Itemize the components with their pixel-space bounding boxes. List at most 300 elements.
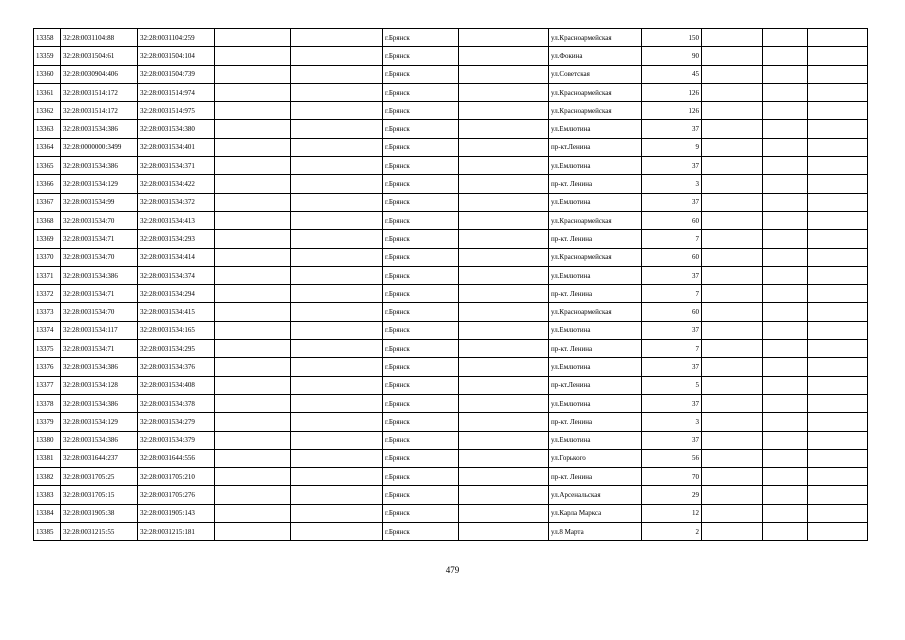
cell-empty — [215, 248, 291, 266]
cell-number: 13369 — [34, 230, 61, 248]
cell-empty — [291, 248, 383, 266]
cell-empty — [702, 102, 763, 120]
cell-number: 13362 — [34, 102, 61, 120]
cell-object-cadastral-number: 32:28:0031644:556 — [138, 449, 215, 467]
cell-value: 60 — [642, 303, 702, 321]
cell-cadastral-number: 32:28:0031215:55 — [61, 523, 138, 541]
cell-empty — [808, 230, 868, 248]
cell-empty — [291, 120, 383, 138]
cell-object-cadastral-number: 32:28:0031534:372 — [138, 193, 215, 211]
cell-empty — [702, 285, 763, 303]
cell-city: г.Брянск — [383, 303, 459, 321]
cell-value: 7 — [642, 340, 702, 358]
table-row — [34, 340, 868, 358]
cell-empty — [702, 120, 763, 138]
cell-empty — [215, 358, 291, 376]
cell-number: 13370 — [34, 248, 61, 266]
cell-empty — [763, 102, 808, 120]
cell-empty — [808, 449, 868, 467]
cell-object-cadastral-number: 32:28:0031504:104 — [138, 47, 215, 65]
table-row — [34, 211, 868, 229]
cell-empty — [808, 468, 868, 486]
cell-city: г.Брянск — [383, 266, 459, 284]
table-row — [34, 157, 868, 175]
cell-cadastral-number: 32:28:0031705:25 — [61, 468, 138, 486]
table-row — [34, 431, 868, 449]
cell-empty — [702, 431, 763, 449]
table-row — [34, 358, 868, 376]
cell-empty — [215, 303, 291, 321]
table-row — [34, 285, 868, 303]
table-row — [34, 175, 868, 193]
cell-empty — [215, 120, 291, 138]
cell-empty — [702, 29, 763, 47]
cell-object-cadastral-number: 32:28:0031905:143 — [138, 504, 215, 522]
cell-cadastral-number: 32:28:0031534:117 — [61, 321, 138, 339]
cell-empty — [763, 120, 808, 138]
cell-empty — [702, 47, 763, 65]
cell-value: 60 — [642, 248, 702, 266]
cell-number: 13366 — [34, 175, 61, 193]
cell-empty — [763, 285, 808, 303]
cell-city: г.Брянск — [383, 449, 459, 467]
cell-city: г.Брянск — [383, 248, 459, 266]
cell-cadastral-number: 32:28:0000000:3499 — [61, 138, 138, 156]
cell-street: пр-кт. Ленина — [549, 413, 642, 431]
cell-street: пр-кт. Ленина — [549, 285, 642, 303]
cell-empty — [702, 504, 763, 522]
cell-object-cadastral-number: 32:28:0031534:371 — [138, 157, 215, 175]
cell-empty — [808, 211, 868, 229]
cell-number: 13377 — [34, 376, 61, 394]
cell-value: 3 — [642, 413, 702, 431]
cell-empty — [763, 340, 808, 358]
cell-empty — [291, 285, 383, 303]
cell-cadastral-number: 32:28:0031534:71 — [61, 230, 138, 248]
cell-value: 12 — [642, 504, 702, 522]
table-row — [34, 65, 868, 83]
cell-value: 37 — [642, 358, 702, 376]
cell-city: г.Брянск — [383, 175, 459, 193]
cell-value: 7 — [642, 285, 702, 303]
cell-empty — [291, 431, 383, 449]
cell-object-cadastral-number: 32:28:0031534:401 — [138, 138, 215, 156]
cell-empty — [702, 449, 763, 467]
cell-empty — [763, 65, 808, 83]
cell-city: г.Брянск — [383, 321, 459, 339]
cell-empty — [291, 303, 383, 321]
cell-empty — [763, 175, 808, 193]
cell-empty — [291, 230, 383, 248]
cell-empty — [702, 266, 763, 284]
cell-empty — [215, 47, 291, 65]
cell-cadastral-number: 32:28:0031104:88 — [61, 29, 138, 47]
cell-empty — [291, 65, 383, 83]
cell-empty — [459, 358, 549, 376]
cell-value: 90 — [642, 47, 702, 65]
cell-empty — [763, 266, 808, 284]
cell-empty — [702, 65, 763, 83]
cell-empty — [763, 248, 808, 266]
cell-value: 70 — [642, 468, 702, 486]
cell-empty — [763, 358, 808, 376]
cell-city: г.Брянск — [383, 157, 459, 175]
cell-empty — [763, 449, 808, 467]
cell-value: 37 — [642, 120, 702, 138]
cell-street: ул.Емлютина — [549, 266, 642, 284]
cell-empty — [459, 157, 549, 175]
cell-empty — [215, 83, 291, 101]
cell-empty — [459, 193, 549, 211]
cell-city: г.Брянск — [383, 230, 459, 248]
cell-empty — [763, 138, 808, 156]
cell-street: ул.Емлютина — [549, 394, 642, 412]
cell-empty — [808, 413, 868, 431]
cell-empty — [702, 413, 763, 431]
table-row — [34, 120, 868, 138]
cell-street: ул.8 Марта — [549, 523, 642, 541]
cell-empty — [215, 138, 291, 156]
table-row — [34, 413, 868, 431]
cell-empty — [215, 340, 291, 358]
cell-object-cadastral-number: 32:28:0031504:739 — [138, 65, 215, 83]
cell-value: 126 — [642, 83, 702, 101]
cell-number: 13358 — [34, 29, 61, 47]
cell-object-cadastral-number: 32:28:0031534:378 — [138, 394, 215, 412]
cell-empty — [459, 65, 549, 83]
cell-empty — [459, 523, 549, 541]
cell-empty — [459, 468, 549, 486]
cell-object-cadastral-number: 32:28:0031534:294 — [138, 285, 215, 303]
cell-cadastral-number: 32:28:0030904:406 — [61, 65, 138, 83]
cell-empty — [291, 29, 383, 47]
cell-street: пр-кт. Ленина — [549, 230, 642, 248]
cell-empty — [763, 321, 808, 339]
cell-empty — [808, 65, 868, 83]
cell-street: ул.Советская — [549, 65, 642, 83]
cell-empty — [702, 230, 763, 248]
cell-number: 13375 — [34, 340, 61, 358]
table-row — [34, 376, 868, 394]
cell-city: г.Брянск — [383, 523, 459, 541]
cell-empty — [808, 504, 868, 522]
table-row — [34, 394, 868, 412]
cell-cadastral-number: 32:28:0031534:129 — [61, 413, 138, 431]
cell-empty — [808, 248, 868, 266]
cell-object-cadastral-number: 32:28:0031534:279 — [138, 413, 215, 431]
cell-number: 13368 — [34, 211, 61, 229]
cell-empty — [459, 376, 549, 394]
cell-street: пр-кт. Ленина — [549, 468, 642, 486]
cell-number: 13367 — [34, 193, 61, 211]
cell-cadastral-number: 32:28:0031534:129 — [61, 175, 138, 193]
cell-empty — [702, 193, 763, 211]
cell-street: ул.Емлютина — [549, 120, 642, 138]
table-row — [34, 504, 868, 522]
cell-empty — [808, 431, 868, 449]
cell-empty — [291, 358, 383, 376]
cell-cadastral-number: 32:28:0031534:386 — [61, 157, 138, 175]
cell-empty — [763, 413, 808, 431]
table-row — [34, 47, 868, 65]
cell-empty — [808, 285, 868, 303]
cell-street: ул.Красноармейская — [549, 248, 642, 266]
cell-empty — [808, 157, 868, 175]
cell-empty — [215, 376, 291, 394]
cell-empty — [291, 193, 383, 211]
cell-number: 13382 — [34, 468, 61, 486]
table-row — [34, 321, 868, 339]
cell-empty — [702, 138, 763, 156]
cell-object-cadastral-number: 32:28:0031534:422 — [138, 175, 215, 193]
cell-empty — [808, 102, 868, 120]
cell-street: ул.Емлютина — [549, 321, 642, 339]
cell-empty — [459, 120, 549, 138]
cell-value: 5 — [642, 376, 702, 394]
cell-object-cadastral-number: 32:28:0031534:414 — [138, 248, 215, 266]
cell-object-cadastral-number: 32:28:0031705:276 — [138, 486, 215, 504]
cell-cadastral-number: 32:28:0031705:15 — [61, 486, 138, 504]
cell-empty — [459, 449, 549, 467]
cell-city: г.Брянск — [383, 358, 459, 376]
cell-empty — [215, 211, 291, 229]
cell-empty — [459, 230, 549, 248]
cell-street: пр-кт. Ленина — [549, 175, 642, 193]
cell-cadastral-number: 32:28:0031905:38 — [61, 504, 138, 522]
cell-number: 13380 — [34, 431, 61, 449]
cell-empty — [215, 431, 291, 449]
cell-empty — [459, 266, 549, 284]
cell-empty — [702, 83, 763, 101]
cell-object-cadastral-number: 32:28:0031215:181 — [138, 523, 215, 541]
cell-empty — [215, 102, 291, 120]
cell-empty — [808, 394, 868, 412]
cell-street: пр-кт.Ленина — [549, 138, 642, 156]
cell-cadastral-number: 32:28:0031514:172 — [61, 102, 138, 120]
cell-street: ул.Горького — [549, 449, 642, 467]
table-row — [34, 29, 868, 47]
cell-empty — [763, 211, 808, 229]
cell-empty — [459, 175, 549, 193]
cell-empty — [291, 175, 383, 193]
cell-street: ул.Красноармейская — [549, 83, 642, 101]
cell-empty — [291, 266, 383, 284]
cell-empty — [702, 486, 763, 504]
cell-empty — [291, 340, 383, 358]
cell-cadastral-number: 32:28:0031534:70 — [61, 248, 138, 266]
cell-empty — [808, 321, 868, 339]
cell-empty — [459, 394, 549, 412]
cell-number: 13360 — [34, 65, 61, 83]
cell-empty — [808, 138, 868, 156]
cell-value: 37 — [642, 193, 702, 211]
cell-city: г.Брянск — [383, 193, 459, 211]
cell-empty — [459, 83, 549, 101]
cell-empty — [808, 266, 868, 284]
cell-city: г.Брянск — [383, 120, 459, 138]
cell-empty — [215, 29, 291, 47]
table-row — [34, 102, 868, 120]
cell-value: 150 — [642, 29, 702, 47]
cell-city: г.Брянск — [383, 102, 459, 120]
cell-empty — [291, 211, 383, 229]
cell-empty — [291, 449, 383, 467]
cell-object-cadastral-number: 32:28:0031534:376 — [138, 358, 215, 376]
cell-value: 60 — [642, 211, 702, 229]
cell-number: 13373 — [34, 303, 61, 321]
cell-cadastral-number: 32:28:0031534:128 — [61, 376, 138, 394]
cell-empty — [215, 157, 291, 175]
cell-value: 3 — [642, 175, 702, 193]
cell-empty — [808, 486, 868, 504]
cell-number: 13374 — [34, 321, 61, 339]
cell-empty — [459, 340, 549, 358]
cell-cadastral-number: 32:28:0031534:71 — [61, 285, 138, 303]
table-row — [34, 468, 868, 486]
cell-empty — [702, 303, 763, 321]
cell-empty — [215, 486, 291, 504]
cell-value: 2 — [642, 523, 702, 541]
cell-number: 13372 — [34, 285, 61, 303]
cell-value: 37 — [642, 394, 702, 412]
cell-object-cadastral-number: 32:28:0031534:413 — [138, 211, 215, 229]
register-table-body — [34, 29, 868, 541]
cell-number: 13385 — [34, 523, 61, 541]
cell-empty — [459, 431, 549, 449]
cell-empty — [808, 47, 868, 65]
page-number: 479 — [445, 565, 460, 575]
table-row — [34, 486, 868, 504]
cell-empty — [459, 102, 549, 120]
cell-cadastral-number: 32:28:0031534:386 — [61, 431, 138, 449]
cell-street: ул.Красноармейская — [549, 211, 642, 229]
cell-object-cadastral-number: 32:28:0031534:374 — [138, 266, 215, 284]
cell-empty — [215, 523, 291, 541]
cell-cadastral-number: 32:28:0031534:386 — [61, 358, 138, 376]
cell-street: ул.Арсенальская — [549, 486, 642, 504]
cell-empty — [808, 523, 868, 541]
cell-object-cadastral-number: 32:28:0031534:293 — [138, 230, 215, 248]
cell-empty — [763, 523, 808, 541]
cell-value: 9 — [642, 138, 702, 156]
cell-value: 37 — [642, 266, 702, 284]
cell-number: 13365 — [34, 157, 61, 175]
cell-empty — [215, 193, 291, 211]
table-row — [34, 248, 868, 266]
cell-empty — [702, 358, 763, 376]
cell-cadastral-number: 32:28:0031514:172 — [61, 83, 138, 101]
cell-empty — [763, 504, 808, 522]
cell-empty — [808, 303, 868, 321]
cell-number: 13379 — [34, 413, 61, 431]
cell-cadastral-number: 32:28:0031534:386 — [61, 266, 138, 284]
cell-empty — [215, 321, 291, 339]
cell-city: г.Брянск — [383, 138, 459, 156]
cell-empty — [459, 413, 549, 431]
cell-city: г.Брянск — [383, 504, 459, 522]
cell-empty — [215, 230, 291, 248]
cell-empty — [215, 266, 291, 284]
cell-empty — [291, 376, 383, 394]
cell-empty — [459, 285, 549, 303]
cell-empty — [291, 394, 383, 412]
cell-empty — [808, 120, 868, 138]
cell-empty — [763, 303, 808, 321]
cell-empty — [215, 504, 291, 522]
cell-empty — [291, 413, 383, 431]
cell-number: 13361 — [34, 83, 61, 101]
cell-empty — [808, 358, 868, 376]
cell-empty — [702, 211, 763, 229]
cell-empty — [291, 47, 383, 65]
cell-empty — [808, 29, 868, 47]
table-row — [34, 523, 868, 541]
cell-cadastral-number: 32:28:0031534:99 — [61, 193, 138, 211]
cell-empty — [763, 193, 808, 211]
cell-empty — [459, 486, 549, 504]
cell-empty — [763, 486, 808, 504]
cell-empty — [291, 83, 383, 101]
cell-value: 37 — [642, 431, 702, 449]
cell-cadastral-number: 32:28:0031534:71 — [61, 340, 138, 358]
cell-street: ул.Фокина — [549, 47, 642, 65]
cell-city: г.Брянск — [383, 29, 459, 47]
cell-empty — [763, 83, 808, 101]
cell-empty — [291, 486, 383, 504]
cell-object-cadastral-number: 32:28:0031534:415 — [138, 303, 215, 321]
cell-street: ул.Красноармейская — [549, 29, 642, 47]
cell-empty — [291, 468, 383, 486]
table-row — [34, 303, 868, 321]
table-row — [34, 83, 868, 101]
cell-empty — [459, 248, 549, 266]
cell-empty — [763, 468, 808, 486]
cell-empty — [763, 230, 808, 248]
cell-empty — [702, 157, 763, 175]
cell-street: ул.Емлютина — [549, 358, 642, 376]
cell-empty — [808, 175, 868, 193]
cell-empty — [808, 83, 868, 101]
cell-empty — [291, 504, 383, 522]
cell-empty — [702, 394, 763, 412]
cell-street: ул.Емлютина — [549, 193, 642, 211]
cell-empty — [808, 340, 868, 358]
cell-empty — [215, 413, 291, 431]
cell-empty — [763, 394, 808, 412]
cell-number: 13384 — [34, 504, 61, 522]
cell-number: 13378 — [34, 394, 61, 412]
cell-empty — [763, 376, 808, 394]
cell-empty — [215, 449, 291, 467]
cell-empty — [459, 303, 549, 321]
cell-city: г.Брянск — [383, 211, 459, 229]
cell-street: пр-кт.Ленина — [549, 376, 642, 394]
cell-value: 126 — [642, 102, 702, 120]
cell-empty — [215, 65, 291, 83]
cell-empty — [702, 376, 763, 394]
cell-city: г.Брянск — [383, 394, 459, 412]
cell-city: г.Брянск — [383, 431, 459, 449]
cell-empty — [763, 29, 808, 47]
register-table — [33, 28, 868, 541]
table-row — [34, 230, 868, 248]
cell-object-cadastral-number: 32:28:0031705:210 — [138, 468, 215, 486]
cell-empty — [215, 468, 291, 486]
table-row — [34, 266, 868, 284]
cell-object-cadastral-number: 32:28:0031534:379 — [138, 431, 215, 449]
cell-city: г.Брянск — [383, 83, 459, 101]
cell-empty — [291, 523, 383, 541]
